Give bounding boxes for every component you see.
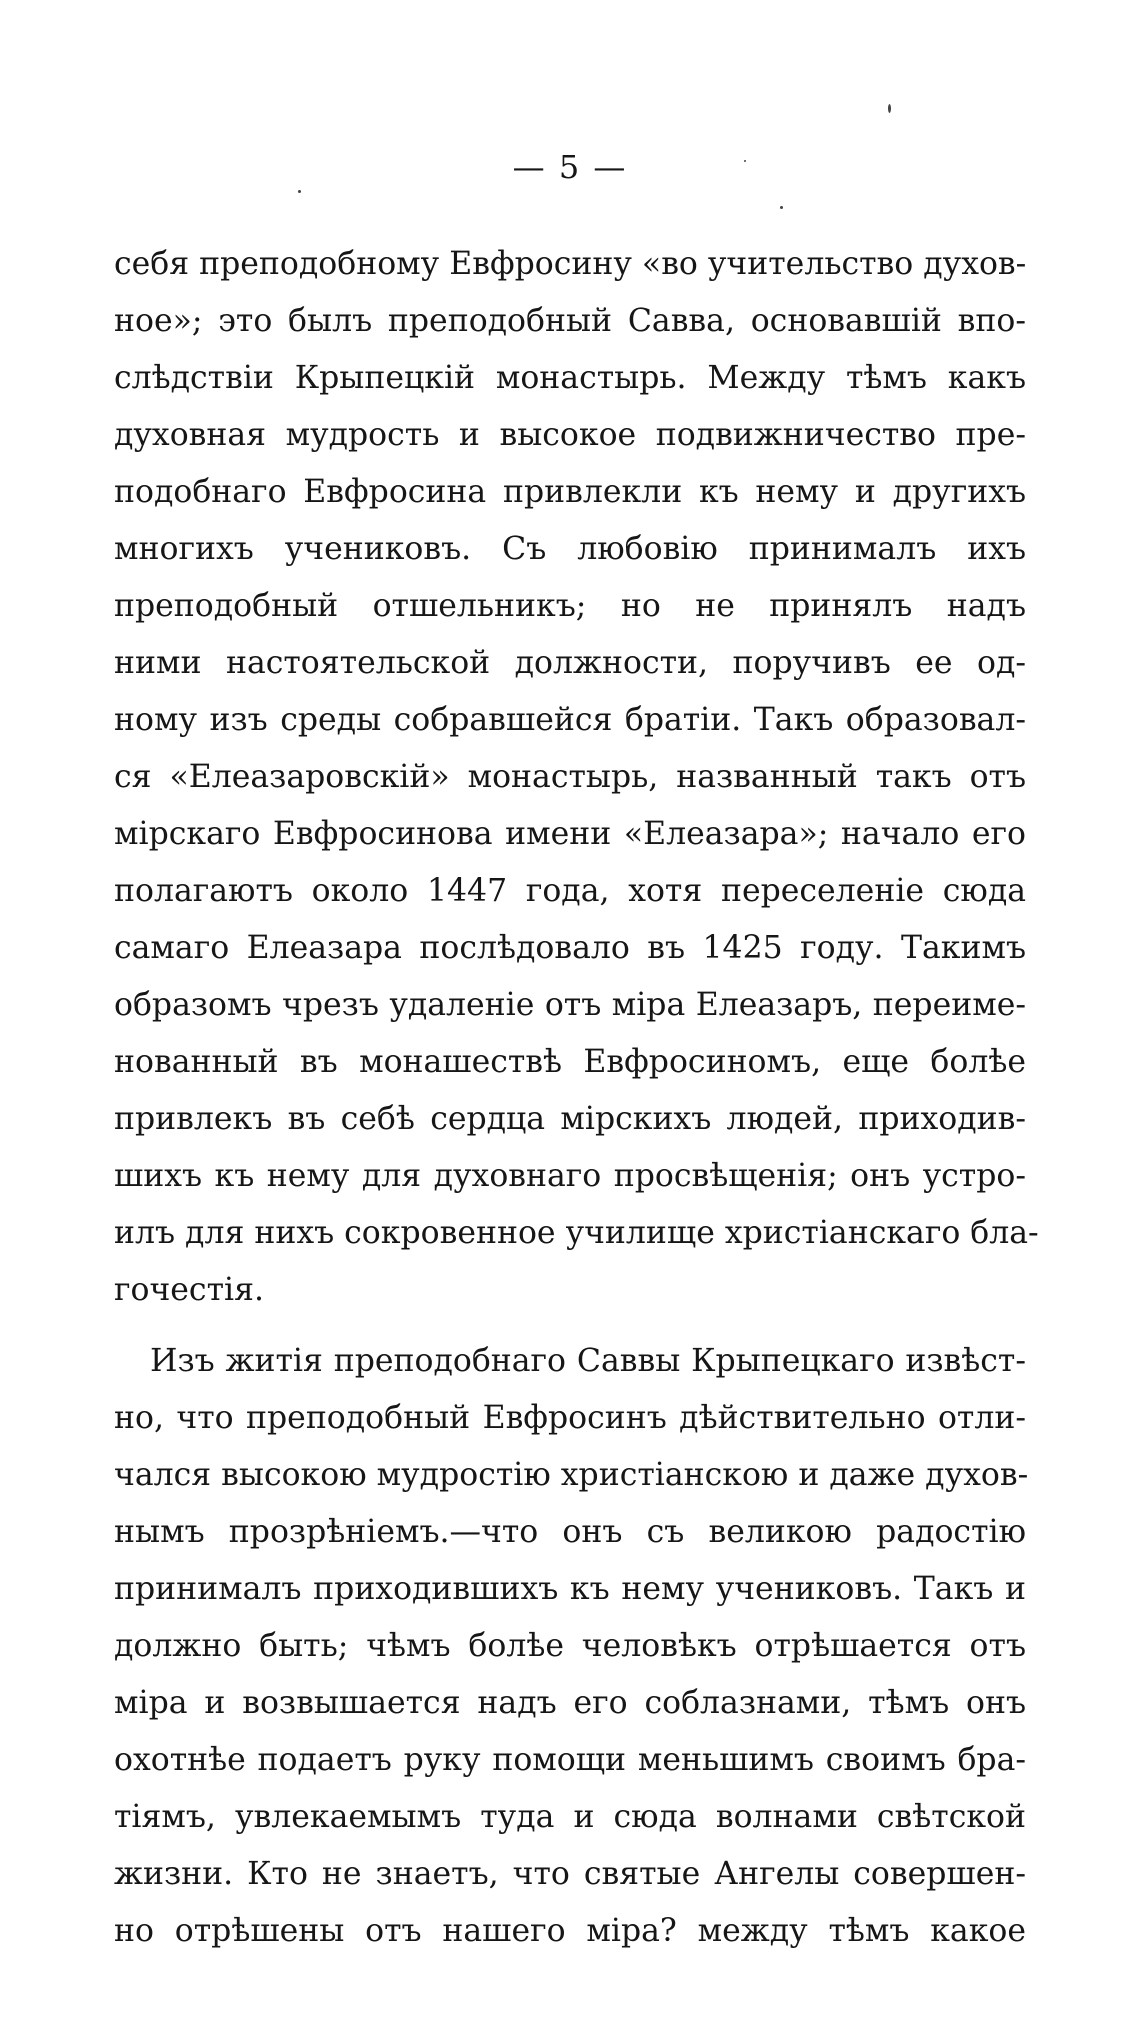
text-line: ними настоятельской должности, поручивъ ее од- — [114, 645, 1026, 681]
text-line: принималъ приходившихъ къ нему учениковъ. Такъ и — [114, 1571, 1026, 1607]
text-line: ся «Елеазаровскій» монастырь, названный такъ отъ — [114, 759, 1026, 795]
text-line: многихъ учениковъ. Съ любовію принималъ ихъ — [114, 531, 1026, 567]
text-line: ное»; это былъ преподобный Савва, основавшій впо- — [114, 303, 1026, 339]
text-line: должно быть; чѣмъ болѣе человѣкъ отрѣшается отъ — [114, 1628, 1026, 1664]
text-line: самаго Елеазара послѣдовало въ 1425 году. Такимъ — [114, 930, 1026, 966]
text-line: духовная мудрость и высокое подвижничество пре- — [114, 417, 1026, 453]
paragraph-1 — [114, 236, 1039, 1319]
text-line: тіямъ, увлекаемымъ туда и сюда волнами свѣтской — [114, 1799, 1026, 1835]
text-line: но, что преподобный Евфросинъ дѣйствительно отли- — [114, 1400, 1026, 1436]
text-line: преподобный отшельникъ; но не принялъ надъ — [114, 588, 1026, 624]
scan-speck — [744, 160, 746, 162]
text-line: ному изъ среды собравшейся братіи. Такъ образовал- — [114, 702, 1026, 738]
paragraph-spacer — [114, 1319, 1026, 1333]
text-line: себя преподобному Евфросину «во учительство духов- — [114, 246, 1027, 282]
text-line: привлекъ въ себѣ сердца мірскихъ людей, приходив- — [114, 1101, 1026, 1137]
scan-speck — [298, 190, 301, 193]
text-line: гочестія. — [114, 1272, 264, 1308]
text-line: міра и возвышается надъ его соблазнами, тѣмъ онъ — [114, 1685, 1026, 1721]
text-line: полагаютъ около 1447 года, хотя переселеніе сюда — [114, 873, 1026, 909]
page-number: — 5 — — [512, 148, 628, 186]
text-line: но отрѣшены отъ нашего міра? между тѣмъ какое — [114, 1913, 1026, 1949]
text-line: илъ для нихъ сокровенное училище христіанскаго бла- — [114, 1215, 1039, 1251]
text-line: слѣдствіи Крыпецкій монастырь. Между тѣмъ какъ — [114, 360, 1026, 396]
text-line: Изъ житія преподобнаго Саввы Крыпецкаго извѣст- — [150, 1343, 1026, 1379]
text-line: шихъ къ нему для духовнаго просвѣщенія; онъ устро- — [114, 1158, 1026, 1194]
text-line: чался высокою мудростію христіанскою и даже духов- — [114, 1457, 1029, 1493]
text-line: мірскаго Евфросинова имени «Елеазара»; начало его — [114, 816, 1026, 852]
scan-speck — [780, 206, 783, 209]
paragraph-2 — [114, 1333, 1029, 1960]
text-line: нымъ прозрѣніемъ.—что онъ съ великою радостію — [114, 1514, 1026, 1550]
body-text — [114, 236, 1039, 1960]
text-line: охотнѣе подаетъ руку помощи меньшимъ своимъ бра- — [114, 1742, 1026, 1778]
scan-speck — [888, 104, 891, 113]
text-line: подобнаго Евфросина привлекли къ нему и другихъ — [114, 474, 1026, 510]
text-line: жизни. Кто не знаетъ, что святые Ангелы совершен- — [114, 1856, 1026, 1892]
text-line: нованный въ монашествѣ Евфросиномъ, еще болѣе — [114, 1044, 1026, 1080]
text-line: образомъ чрезъ удаленіе отъ міра Елеазаръ, переиме- — [114, 987, 1026, 1023]
